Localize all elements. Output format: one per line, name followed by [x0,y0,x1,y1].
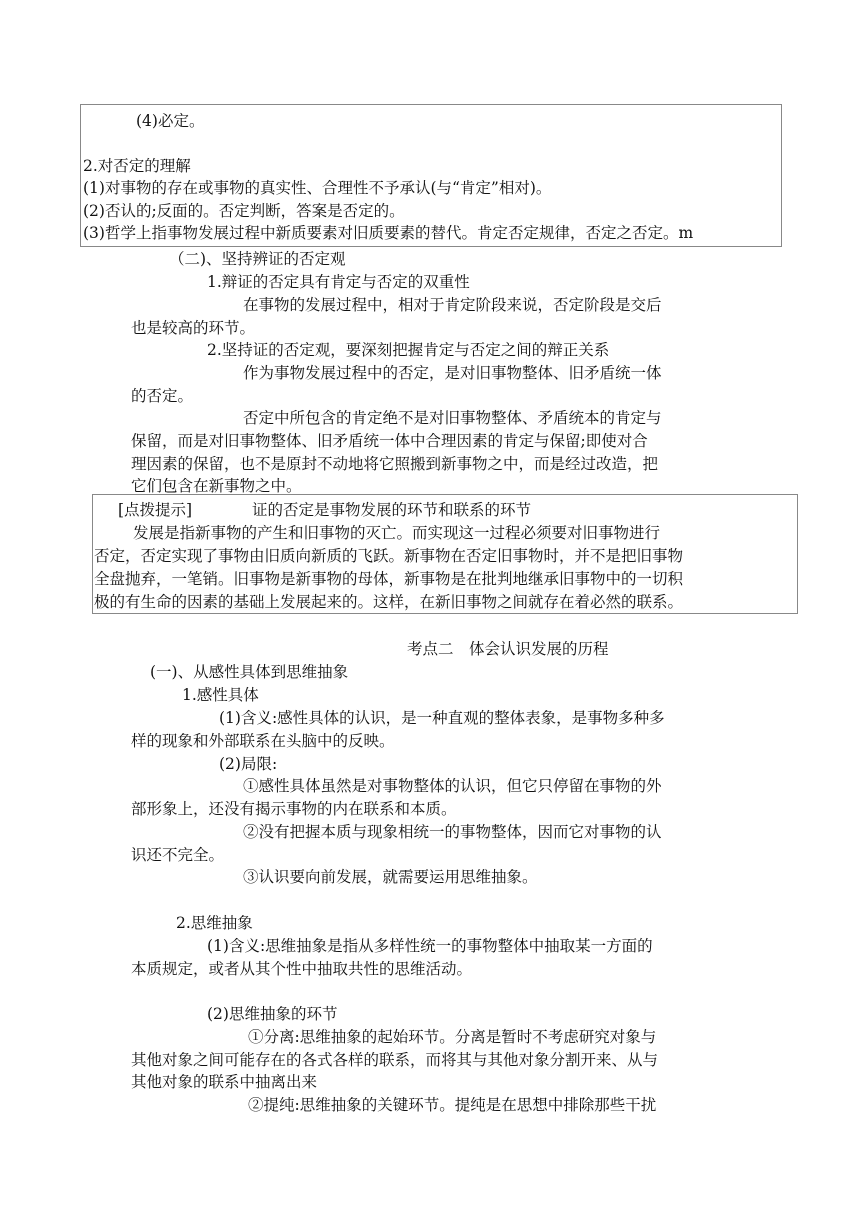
box1-line-1: 2.对否定的理解 [83,157,191,175]
kd2-s1-limit: (2)局限: [219,755,278,773]
p2-line-2: 的否定。 [131,387,194,405]
tip-line-2: 否定，否定实现了事物由旧质向新质的飞跃。新事物在否定旧事物时，并不是把旧事物 [94,547,684,565]
kd2-s1-limit-b1: ②没有把握本质与现象相统一的事物整体，因而它对事物的认 [243,823,662,841]
tip-line-4: 极的有生命的因素的基础上发展起来的。这样，在新旧事物之间就存在着必然的联系。 [94,593,684,611]
kd2-s1-limit-a2: 部形象上，还没有揭示事物的内在联系和本质。 [131,800,457,818]
p3-line-3: 理因素的保留，也不是原封不动地将它照搬到新事物之中，而是经过改造，把 [131,455,659,473]
kd2-s2-b1: ②提纯:思维抽象的关键环节。提纯是在思想中排除那些干扰 [248,1096,657,1114]
kd2-s1-def-2: 样的现象和外部联系在头脑中的反映。 [131,732,395,750]
kd2-sub-1: 1.感性具体 [182,686,259,704]
kd2-s2-links: (2)思维抽象的环节 [207,1005,338,1023]
kd2-s1-def-1: (1)含义:感性具体的认识，是一种直观的整体表象，是事物多种多 [219,709,665,727]
kd2-s2-a2: 其他对象之间可能存在的各式各样的联系，而将其与其他对象分割开来、从与 [131,1051,659,1069]
p2-line-1: 作为事物发展过程中的否定，是对旧事物整体、旧矛盾统一体 [243,364,662,382]
p1-line-1: 在事物的发展过程中，相对于肯定阶段来说，否定阶段是交后 [243,296,662,314]
kd2-s2-a1: ①分离:思维抽象的起始环节。分离是暂时不考虑研究对象与 [248,1028,657,1046]
kd2-s2-def-1: (1)含义:思维抽象是指从多样性统一的事物整体中抽取某一方面的 [207,937,653,955]
kd2-s2-def-2: 本质规定，或者从其个性中抽取共性的思维活动。 [131,960,473,978]
p3-line-2: 保留，而是对旧事物整体、旧矛盾统一体中合理因素的肯定与保留;即使对合 [131,432,648,450]
p3-line-4: 它们包含在新事物之中。 [131,477,302,495]
kd2-s1-limit-b2: 识还不完全。 [131,846,225,864]
box1-line-4: (3)哲学上指事物发展过程中新质要素对旧质要素的替代。肯定否定规律，否定之否定。m [83,224,694,242]
kd2-heading-1: (一)、从感性具体到思维抽象 [150,663,349,681]
kaodian-two-title: 考点二 体会认识发展的历程 [407,640,609,658]
kd2-s1-limit-a1: ①感性具体虽然是对事物整体的认识，但它只停留在事物的外 [243,777,662,795]
tip-title: 证的否定是事物发展的环节和联系的环节 [252,501,532,519]
kd2-sub-2: 2.思维抽象 [176,914,253,932]
kd2-s2-a3: 其他对象的联系中抽离出来 [131,1073,318,1091]
box1-line-0: (4)必定。 [136,112,205,130]
kd2-s1-limit-c: ③认识要向前发展，就需要运用思维抽象。 [243,868,538,886]
p1-title: 1.辩证的否定具有肯定与否定的双重性 [207,273,470,291]
tip-line-1: 发展是指新事物的产生和旧事物的灭亡。而实现这一过程必须要对旧事物进行 [133,524,661,542]
tip-line-3: 全盘抛弃，一笔销。旧事物是新事物的母体，新事物是在批判地继承旧事物中的一切积 [94,570,684,588]
section-heading: （二)、坚持辨证的否定观 [169,250,346,268]
p2-title: 2.坚持证的否定观，要深刻把握肯定与否定之间的辩正关系 [207,341,610,359]
box1-line-2: (1)对事物的存在或事物的真实性、合理性不予承认(与“肯定”相对)。 [83,179,552,197]
p1-line-2: 也是较高的环节。 [131,319,256,337]
p3-line-1: 否定中所包含的肯定绝不是对旧事物整体、矛盾统本的肯定与 [243,409,662,427]
box1-line-3: (2)否认的;反面的。否定判断，答案是否定的。 [83,202,405,220]
tip-tag: [点拨提示] [118,501,193,519]
